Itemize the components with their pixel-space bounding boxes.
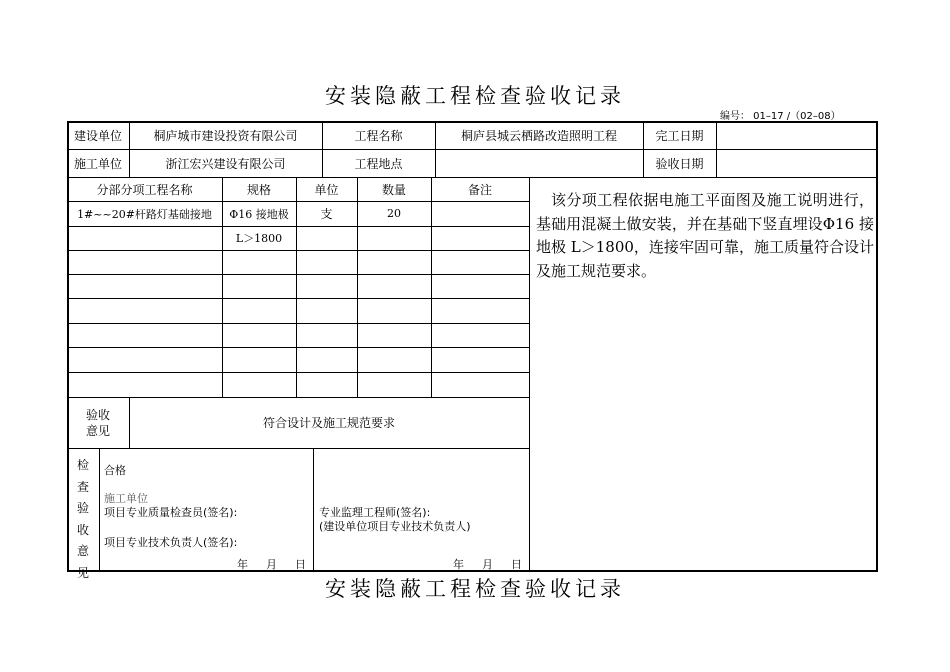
inspection-label [74, 455, 92, 584]
date-year: 年 [237, 558, 248, 571]
builder-value: 浙江宏兴建设有限公司 [165, 156, 286, 171]
grid-line [67, 298, 530, 299]
date-day: 日 [295, 558, 306, 571]
acceptance-label [67, 397, 129, 448]
date-month: 月 [266, 558, 277, 571]
owner-tech-lead: (建设单位项目专业技术负责人) [319, 520, 471, 533]
project-name-label: 工程名称 [354, 128, 403, 143]
acceptance-date-label: 验收日期 [655, 156, 704, 171]
grid-line [313, 448, 314, 572]
date2-day: 日 [511, 558, 522, 571]
builder-label: 施工单位 [73, 156, 122, 171]
supervisor-signature: 专业监理工程师(签名): [319, 506, 431, 519]
project-location-value [435, 149, 643, 177]
document-number: 编号： 01–17 /（02–08） [720, 111, 841, 122]
grid-line [67, 448, 530, 449]
acceptance-date-value [716, 149, 876, 177]
date2-year: 年 [453, 558, 464, 571]
inspection-label-char: 查 [76, 479, 89, 494]
project-location-label: 工程地点 [354, 156, 403, 171]
project-name-value: 桐庐县城云栖路改造照明工程 [460, 128, 617, 143]
work-description: 该分项工程依据电施工平面图及施工说明进行，基础用混凝土做安装，并在基础下竖直埋设Φ16 接地极 L＞1800，连接牢固可靠，施工质量符合设计及施工规范要求。 [536, 191, 874, 280]
date2-month: 月 [482, 558, 493, 571]
table-cell-quantity [357, 226, 431, 250]
inspection-label-char: 检 [76, 458, 89, 472]
builder-unit-label: 施工单位 [104, 492, 148, 505]
column-header-unit: 单位 [314, 182, 339, 197]
inspection-label-char: 意 [76, 544, 89, 558]
grid-line [67, 347, 530, 348]
completion-date-label: 完工日期 [655, 128, 704, 143]
grid-line [67, 372, 530, 373]
table-cell-item-name: 1#~~20#杆路灯基础接地 [77, 207, 212, 221]
table-cell-spec: Φ16 接地极 [229, 207, 289, 221]
construction-unit-label: 建设单位 [73, 128, 122, 143]
acceptance-label-line1: 验收 [85, 407, 110, 422]
column-header-item-name: 分部分项工程名称 [96, 182, 193, 197]
table-cell-remark [431, 226, 529, 250]
inspection-label-char: 见 [76, 565, 89, 580]
page-title: 安装隐蔽工程检查验收记录 [325, 84, 625, 108]
table-cell-unit [296, 226, 357, 250]
tech-lead-signature: 项目专业技术负责人(签名): [104, 536, 238, 549]
grid-line [99, 448, 100, 572]
column-header-quantity: 数量 [381, 182, 406, 197]
acceptance-opinion: 符合设计及施工规范要求 [262, 416, 395, 430]
quality-inspector-signature: 项目专业质量检查员(签名): [104, 506, 238, 519]
grid-line [67, 250, 530, 251]
inspection-label-char: 验 [76, 501, 89, 515]
grid-line [67, 323, 530, 324]
column-header-spec: 规格 [246, 182, 271, 197]
footer-title: 安装隐蔽工程检查验收记录 [325, 577, 625, 601]
construction-unit-value: 桐庐城市建设投资有限公司 [153, 128, 298, 143]
table-cell-item-name [67, 226, 222, 250]
inspection-label-char: 收 [76, 522, 89, 537]
table-cell-remark [431, 201, 529, 226]
table-cell-spec: L＞1800 [235, 232, 283, 245]
completion-date-value [716, 121, 876, 149]
acceptance-label-line2: 意见 [85, 423, 110, 438]
inspection-result: 合格 [104, 464, 126, 477]
column-header-remark: 备注 [467, 182, 492, 197]
table-cell-quantity: 20 [387, 207, 401, 220]
grid-line [529, 177, 530, 572]
table-cell-unit: 支 [320, 207, 333, 221]
grid-line [67, 274, 530, 275]
